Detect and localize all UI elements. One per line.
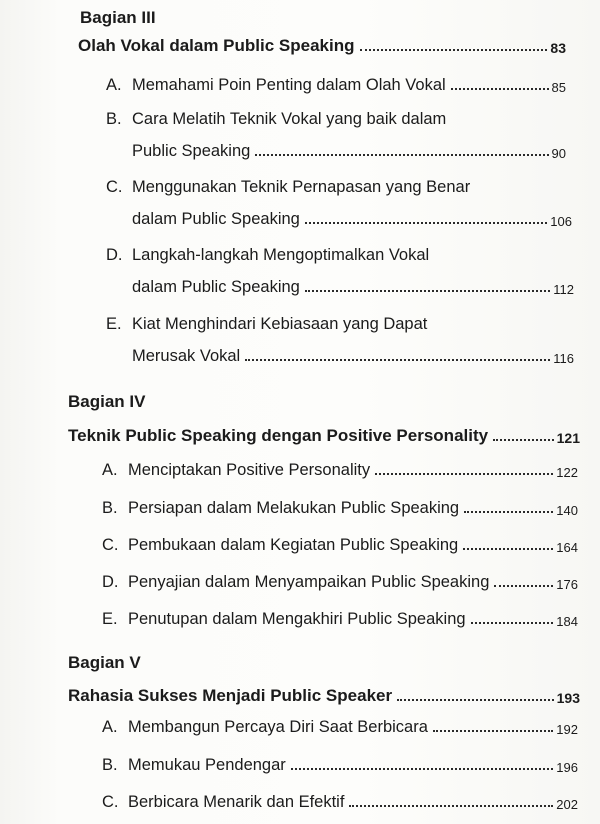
toc-item-a[interactable] (102, 461, 578, 480)
toc-entry-bagian-v[interactable] (68, 686, 580, 706)
part-title: Rahasia Sukses Menjadi Public Speaker (68, 686, 393, 705)
toc-item-e[interactable] (102, 610, 578, 629)
item-title: Memahami Poin Penting dalam Olah Vokal (132, 76, 446, 94)
item-title-continued: Public Speaking (132, 142, 251, 160)
page-number: 112 (553, 282, 574, 297)
dot-leader (471, 622, 554, 624)
toc-entry-bagian-iii[interactable] (78, 36, 566, 56)
part-title: Teknik Public Speaking dengan Positive Personality (68, 426, 489, 445)
page-number: 202 (556, 797, 578, 812)
dot-leader (291, 768, 554, 770)
item-title: Menggunakan Teknik Pernapasan yang Benar (132, 178, 471, 196)
item-letter: A. (102, 461, 118, 479)
item-title: Penutupan dalam Mengakhiri Public Speaking (128, 610, 466, 628)
item-letter: B. (102, 499, 118, 517)
item-title: Penyajian dalam Menyampaikan Public Speaking (128, 573, 490, 591)
part-title: Olah Vokal dalam Public Speaking (78, 36, 355, 55)
toc-item-c[interactable] (102, 536, 578, 555)
item-title-continued: dalam Public Speaking (132, 278, 300, 296)
item-letter: B. (106, 110, 122, 128)
toc-item-e-line1[interactable] (106, 315, 427, 334)
item-letter: D. (102, 573, 119, 591)
item-title: Memukau Pendengar (128, 756, 286, 774)
dot-leader (360, 49, 548, 51)
dot-leader (245, 359, 550, 361)
dot-leader (255, 154, 548, 156)
dot-leader (494, 585, 553, 587)
page-number: 122 (556, 465, 578, 480)
dot-leader (397, 699, 554, 701)
page-number: 176 (556, 577, 578, 592)
page-number: 106 (550, 214, 572, 229)
toc-item-e-line2[interactable] (132, 347, 574, 366)
dot-leader (463, 548, 553, 550)
toc-item-b[interactable] (102, 499, 578, 518)
dot-leader (493, 439, 554, 441)
page-number: 85 (551, 80, 566, 95)
page-number: 196 (556, 760, 578, 775)
page-number: 140 (556, 503, 578, 518)
dot-leader (433, 730, 553, 732)
item-title-continued: Merusak Vokal (132, 347, 241, 365)
item-letter: E. (106, 315, 122, 333)
dot-leader (375, 473, 553, 475)
item-letter: A. (102, 718, 118, 736)
item-title: Persiapan dalam Melakukan Public Speaking (128, 499, 460, 517)
toc-item-b-line1[interactable] (106, 110, 446, 129)
item-title: Menciptakan Positive Personality (128, 461, 371, 479)
dot-leader (305, 290, 550, 292)
toc-item-d-line1[interactable] (106, 246, 429, 265)
page-number: 121 (556, 430, 580, 446)
toc-item-a[interactable] (106, 76, 566, 95)
toc-item-b[interactable] (102, 756, 578, 775)
item-letter: B. (102, 756, 118, 774)
toc-item-a[interactable] (102, 718, 578, 737)
toc-item-c-line2[interactable] (132, 210, 572, 229)
dot-leader (464, 511, 553, 513)
item-letter: C. (102, 793, 119, 811)
page-number: 90 (551, 146, 566, 161)
item-letter: E. (102, 610, 118, 628)
toc-entry-bagian-iv[interactable] (68, 426, 580, 446)
page-number: 83 (550, 40, 566, 56)
item-title: Cara Melatih Teknik Vokal yang baik dalam (132, 110, 447, 128)
item-title: Kiat Menghindari Kebiasaan yang Dapat (132, 315, 428, 333)
item-title: Langkah-langkah Mengoptimalkan Vokal (132, 246, 430, 264)
page-number: 193 (556, 690, 580, 706)
dot-leader (349, 805, 553, 807)
page-number: 116 (553, 351, 574, 366)
item-letter: A. (106, 76, 122, 94)
item-title: Pembukaan dalam Kegiatan Public Speaking (128, 536, 459, 554)
toc-item-d-line2[interactable] (132, 278, 574, 297)
page-number: 192 (556, 722, 578, 737)
item-letter: C. (102, 536, 119, 554)
page-number: 164 (556, 540, 578, 555)
section-label-bagian-v: Bagian V (68, 653, 141, 672)
item-letter: C. (106, 178, 123, 196)
item-title: Berbicara Menarik dan Efektif (128, 793, 345, 811)
toc-item-d[interactable] (102, 573, 578, 592)
toc-item-c-line1[interactable] (106, 178, 470, 197)
toc-item-b-line2[interactable] (132, 142, 566, 161)
page-number: 184 (556, 614, 578, 629)
item-title: Membangun Percaya Diri Saat Berbicara (128, 718, 428, 736)
section-label-bagian-iii: Bagian III (80, 8, 156, 27)
dot-leader (305, 222, 547, 224)
dot-leader (451, 88, 549, 90)
toc-item-c[interactable] (102, 793, 578, 812)
section-label-bagian-iv: Bagian IV (68, 392, 146, 411)
item-title-continued: dalam Public Speaking (132, 210, 300, 228)
item-letter: D. (106, 246, 123, 264)
